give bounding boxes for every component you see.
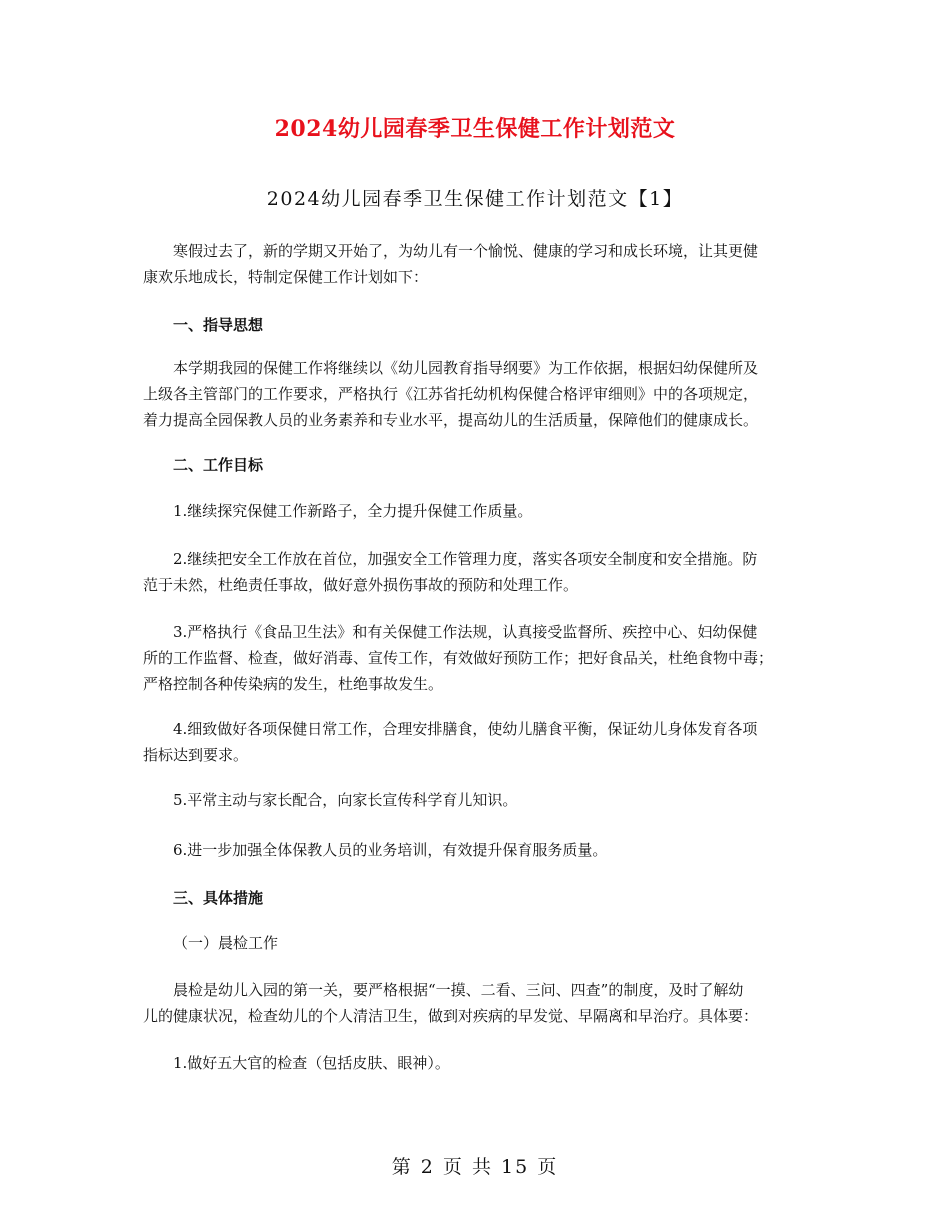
intro-paragraph [143,238,813,290]
paragraph-line: 5.平常主动与家长配合，向家长宣传科学育儿知识。 [173,791,518,809]
section-heading [143,312,813,338]
sub1-paragraph [143,977,813,1029]
paragraph-line: 2.继续把安全工作放在首位，加强安全工作管理力度，落实各项安全制度和安全措施。防 [173,550,758,568]
section1-heading: 一、指导思想 [173,316,264,334]
paragraph-line: 6.进一步加强全体保教人员的业务培训，有效提升保育服务质量。 [173,841,608,859]
section1-paragraph [143,355,813,433]
paragraph-line: 儿的健康状况，检查幼儿的个人清洁卫生，做到对疾病的早发觉、早隔离和早治疗。具体要： [143,1007,759,1025]
paragraph-line: 严格控制各种传染病的发生，杜绝事故发生。 [143,675,444,693]
sub1-heading: （一）晨检工作 [173,934,279,952]
goal-1 [143,498,813,524]
paragraph-line: 1.做好五大官的检查（包括皮肤、眼神）。 [173,1054,450,1072]
paragraph-line: 所的工作监督、检查，做好消毒、宣传工作，有效做好预防工作；把好食品关，杜绝食物中毒； [143,649,774,667]
paragraph-line: 范于未然，杜绝责任事故，做好意外损伤事故的预防和处理工作。 [143,576,579,594]
paragraph-line: 本学期我园的保健工作将继续以《幼儿园教育指导纲要》为工作依据，根据妇幼保健所及 [173,359,759,377]
item-1 [143,1050,813,1076]
section-heading [143,452,813,478]
paragraph-line: 晨检是幼儿入园的第一关，要严格根据“一摸、二看、三问、四查”的制度，及时了解幼 [173,981,744,999]
goal-5 [143,787,813,813]
paragraph-line: 康欢乐地成长，特制定保健工作计划如下： [143,268,429,286]
paragraph-line: 3.严格执行《食品卫生法》和有关保健工作法规，认真接受监督所、疾控中心、妇幼保健 [173,623,758,641]
goal-2 [143,546,813,598]
goal-4 [143,716,813,768]
page-footer: 第 2 页 共 15 页 [391,1156,559,1178]
section2-heading: 二、工作目标 [173,456,264,474]
subsection-heading [143,930,813,956]
section3-heading: 三、具体措施 [173,889,264,907]
document-subtitle: 2024幼儿园春季卫生保健工作计划范文【1】 [266,188,684,210]
paragraph-line: 1.继续探究保健工作新路子，全力提升保健工作质量。 [173,502,533,520]
paragraph-line: 指标达到要求。 [143,746,249,764]
paragraph-line: 着力提高全园保教人员的业务素养和专业水平，提高幼儿的生活质量，保障他们的健康成长。 [143,411,759,429]
paragraph-line: 上级各主管部门的工作要求，严格执行《江苏省托幼机构保健合格评审细则》中的各项规定， [143,385,759,403]
document-title: 2024幼儿园春季卫生保健工作计划范文 [274,116,676,142]
section-heading [143,885,813,911]
goal-3 [143,619,813,697]
goal-6 [143,837,813,863]
paragraph-line: 寒假过去了，新的学期又开始了，为幼儿有一个愉悦、健康的学习和成长环境，让其更健 [173,242,759,260]
paragraph-line: 4.细致做好各项保健日常工作，合理安排膳食，使幼儿膳食平衡，保证幼儿身体发育各项 [173,720,758,738]
